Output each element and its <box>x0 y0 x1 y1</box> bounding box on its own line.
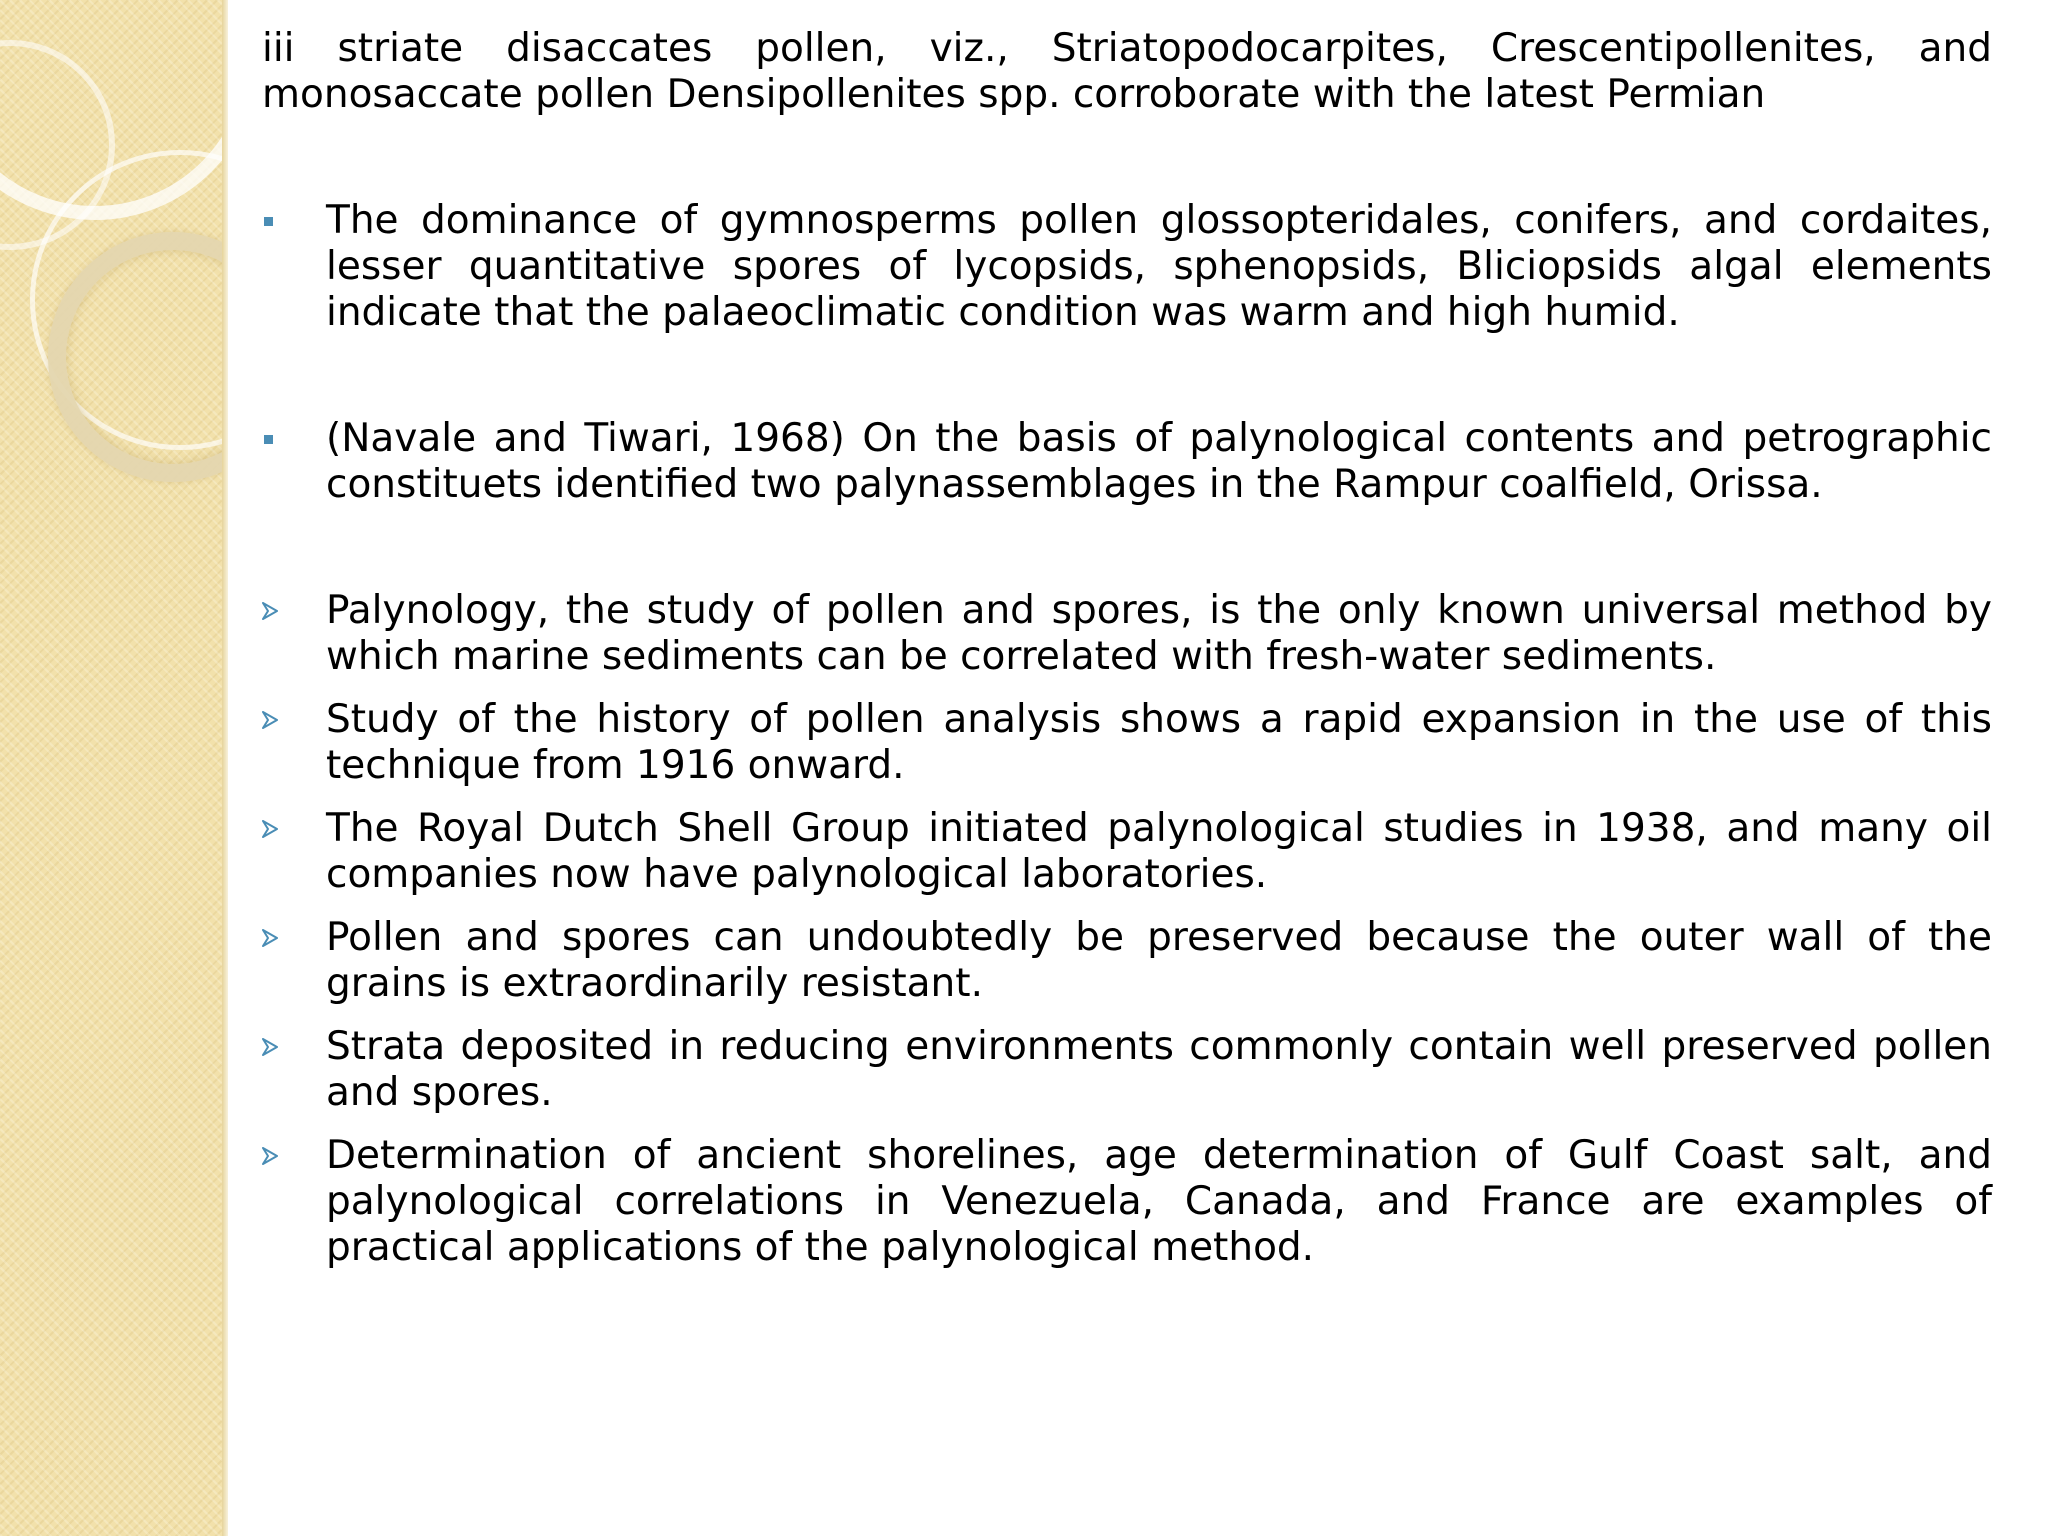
arrow-bullet-icon <box>262 915 292 961</box>
bullet-item <box>262 416 1992 508</box>
bullet-item <box>262 198 1992 336</box>
bullet-text: Pollen and spores can undoubtedly be preserved because the outer wall of the grains is extraordinarily resistant. <box>326 915 1992 1006</box>
bullet-text: Strata deposited in reducing environments commonly contain well preserved pollen and spores. <box>326 1024 1992 1115</box>
decorative-side-panel <box>0 0 227 1536</box>
square-bullet-icon <box>262 416 292 462</box>
bullet-text: The Royal Dutch Shell Group initiated palynological studies in 1938, and many oil companies now have palynological laboratories. <box>326 806 1992 897</box>
bullet-text: (Navale and Tiwari, 1968) On the basis of palynological contents and petrographic constituets identified two palynassemblages in the Rampur coalfield, Orissa. <box>326 416 1992 507</box>
intro-paragraph: iii striate disaccates pollen, viz., Striatopodocarpites, Crescentipollenites, and monosaccate pollen Densipollenites spp. corroborate with the latest Permian <box>262 26 1992 117</box>
bullet-text: The dominance of gymnosperms pollen glossopteridales, conifers, and cordaites, lesser quantitative spores of lycopsids, sphenopsids, Bliciopsids algal elements indicate that the palaeoclimatic condition was warm and high humid. <box>326 198 1992 335</box>
bullet-text: Determination of ancient shorelines, age determination of Gulf Coast salt, and palynological correlations in Venezuela, Canada, and France are examples of practical applications of the palynological method. <box>326 1133 1992 1270</box>
bullet-item <box>262 806 1992 898</box>
bullet-text: Palynology, the study of pollen and spores, is the only known universal method by which marine sediments can be correlated with fresh-water sediments. <box>326 588 1992 679</box>
bullet-text: Study of the history of pollen analysis shows a rapid expansion in the use of this technique from 1916 onward. <box>326 697 1992 788</box>
arrow-bullet-icon <box>262 1133 292 1179</box>
arrow-bullet-icon <box>262 806 292 852</box>
side-panel-edge <box>222 0 228 1536</box>
arrow-bullet-icon <box>262 588 292 634</box>
square-bullet-icon <box>262 198 292 244</box>
bullet-item <box>262 1133 1992 1271</box>
bullet-item <box>262 588 1992 680</box>
bullet-item <box>262 697 1992 789</box>
arrow-bullet-icon <box>262 697 292 743</box>
arrow-bullet-icon <box>262 1024 292 1070</box>
slide-content <box>262 26 1992 1271</box>
bullet-item <box>262 915 1992 1007</box>
bullet-item <box>262 1024 1992 1116</box>
